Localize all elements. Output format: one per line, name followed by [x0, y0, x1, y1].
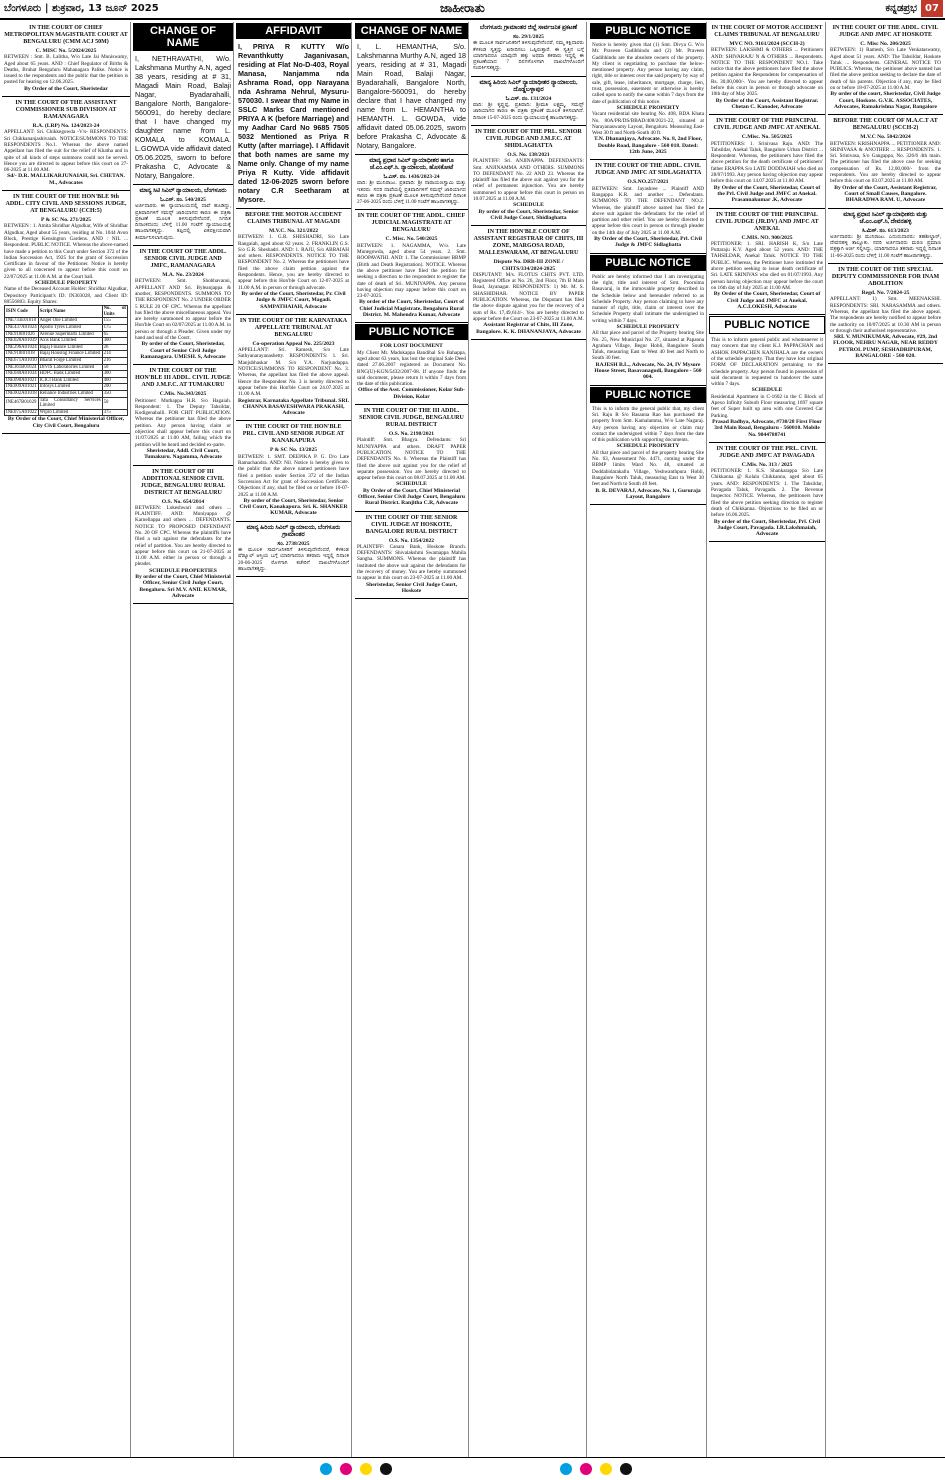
table-cell: INE467B01029: [5, 397, 39, 409]
notice-body: Public are hereby informed that I am investigating the right, title and interest of Smt. Poornima Basavaraj, in the immovable property described in the Schedule below and hereunder referred to as Schedule Property. Any person claiming to have any manner of right, title, claim or interest over the Schedule Property shall intimate the undersigned in writing within 7 days.: [592, 273, 704, 324]
case-number: P & SC No. 13/2025: [269, 447, 318, 454]
public-notice: [590, 40, 706, 160]
court-notice: [133, 365, 233, 465]
notice-title: IN THE COURT OF THE ADDL. SENIOR CIVIL JUDGE AND JMFC, RAMANAGARA: [139, 249, 227, 270]
table-cell: INE040A01034: [6, 371, 37, 377]
notice-body: ಈ ಮೂಲಕ ಸಾರ್ವಜನಿಕರಿಗೆ ತಿಳಿಸುವುದೇನೆಂದರೆ, ನಮ್ಮ ಕಕ್ಷಿದಾರರು ಕೆಳಕಂಡ ಸ್ವತ್ತನ್ನು ಖರೀದಿಸಲು ಒಪ್ಪಿರುತ್ತಾರೆ. ಈ ಸ್ವತ್ತಿನ ಬಗ್ಗೆ ಯಾರಿಗಾದರೂ ಯಾವುದೇ ಹಕ್ಕು ಅಥವಾ ತಕರಾರು ಇದ್ದಲ್ಲಿ ಈ ಪ್ರಕಟಣೆಯಾದ 7 ದಿನಗಳೊಳಗಾಗಿ ದಾಖಲೆಗಳೊಂದಿಗೆ ಸಂಪರ್ಕಿಸತಕ್ಕದ್ದು.: [473, 40, 584, 72]
table-cell: Angel One Limited: [38, 318, 102, 325]
table-cell: 200: [102, 384, 127, 391]
table-cell: 214: [102, 351, 127, 358]
notice-body: ವಾದಿ: ಶ್ರೀ ಮುನಿರಾಜು. ಪ್ರತಿವಾದಿ: ಶ್ರೀ ನಾರಾಯಣಸ್ವಾಮಿ ಮತ್ತು ಇತರರು. ಸದರಿ ದಾವೆಯಲ್ಲಿ ಪ್ರತಿವಾದಿಗಳಿಗೆ ಸಮನ್ಸ್ ಜಾರಿಯಾಗದ ಕಾರಣ ಈ ಪತ್ರಿಕಾ ಪ್ರಕಟಣೆ ಮೂಲಕ ತಿಳಿಸುವುದೇನೆಂದರೆ ದಿನಾಂಕ 27-06-2025 ರಂದು ಬೆಳಿಗ್ಗೆ 11.00 ಗಂಟೆಗೆ ಹಾಜರಾಗತಕ್ಕದ್ದು.: [357, 180, 466, 206]
column-2: [133, 22, 234, 1457]
notice-signature: By Order of the Court, Sheristedar, Prl. Civil Judge & JMFC Sidlaghatta: [594, 236, 702, 249]
table-row: [5, 351, 128, 358]
registration-mark-icon: [320, 1463, 332, 1475]
public-notice: [590, 404, 706, 505]
court-notice: [355, 512, 468, 600]
notice-signature: By order of the Court, Sheristedar, Senior Civil Judge Court, Shidlaghatta: [478, 208, 579, 221]
column-1: [2, 22, 131, 1457]
table-cell: ICICI Bank Limited: [38, 377, 102, 384]
notice-title: IN THE COURT OF THE ADDL. CIVIL JUDGE AND JMFC AT HOSKOTE: [832, 25, 939, 38]
public-notice-banner: PUBLIC NOTICE: [355, 324, 468, 340]
table-header-cell: No. of Units: [103, 306, 126, 317]
notice-title: IN THE COURT OF THE ASSISTANT COMMISSIONER SUB DIVISION AT RAMANAGARA: [15, 100, 117, 121]
notice-title: ಮಾನ್ಯ ಪ್ರಧಾನ ಸಿವಿಲ್ ನ್ಯಾಯಾಧೀಶರು ಮತ್ತು ಜೆ.ಎಂ.ಎಫ್.ಸಿ, ದೇವನಹಳ್ಳಿ: [843, 211, 928, 225]
notice-signature: By order of the Court, Sheristedar, Court of Senior Civil Judge Ramanagara. UMESH. S, Advocate: [140, 341, 226, 360]
case-number: P & SC No. 271/2025: [41, 217, 91, 224]
case-number: O.S. No. 138/2021: [507, 151, 550, 158]
notice-title: IN THE COURT OF MOTOR ACCIDENT CLAIMS TRIBUNAL AT BENGALURU: [711, 25, 823, 38]
table-cell: INE671A01010: [6, 357, 37, 363]
table-cell: Bharat Forge Limited: [38, 357, 102, 364]
table-cell: 216: [102, 357, 127, 364]
court-notice: [828, 22, 943, 115]
notice-signature: Sheristedar, Senior Civil Judge Court, Hoskote: [365, 581, 458, 594]
equity-shares-table: [4, 305, 128, 416]
notice-title: ಬೆಂಗಳೂರು ಗ್ರಾಮಾಂತರ ಜಿಲ್ಲೆ ಸಾರ್ವಜನಿಕ ಪ್ರಕಟಣೆ: [479, 25, 578, 31]
table-cell: HDFC Bank Limited: [38, 371, 102, 378]
registration-mark-icon: [580, 1463, 592, 1475]
notice-body: ವಾದಿ: ಶ್ರೀ ಕೃಷ್ಣಪ್ಪ. ಪ್ರತಿವಾದಿ: ಶ್ರೀಮತಿ ಲಕ್ಷ್ಮಮ್ಮ. ಸಮನ್ಸ್ ಜಾರಿಯಾಗದ ಕಾರಣ ಈ ಪತ್ರಿಕಾ ಪ್ರಕಟಣೆ ಮೂಲಕ ತಿಳಿಸಲಾಗಿದೆ. ದಿನಾಂಕ 15-07-2025 ರಂದು ನ್ಯಾಯಾಲಯಕ್ಕೆ ಹಾಜರಾಗತಕ್ಕದ್ದು.: [473, 102, 584, 121]
schedule-heading: SCHEDULE PROPERTY: [616, 323, 680, 330]
schedule-heading: SCHEDULE PROPERTY: [616, 443, 680, 450]
case-number: R.A. (LRP) No. 124/2023-24: [32, 123, 100, 130]
schedule-heading: SCHEDULE PROPERTIES: [149, 567, 217, 574]
notice-title: IN THE COURT OF III ADDITIONAL SENIOR CIVIL JUDGE, BENGALURU RURAL DISTRICT AT BENGALURU: [140, 468, 226, 496]
change-of-name-banner: CHANGE OF NAME: [355, 23, 468, 39]
court-notice: [709, 22, 825, 115]
notice-signature: Office of the Asst. Commissioner, Kolar Sub-Division, Kolar: [358, 387, 465, 400]
table-cell: Bajaj Housing Finance Limited: [38, 351, 102, 358]
case-number: ಓ.ಎಸ್. ನಂ. 131/2024: [505, 95, 552, 102]
notice-body: My Client Mr. Madukappa Bandihal S/o Bahappa, aged about 63 years, has lost the original Sale Deed dated 27.06.2007 registered as Document No. BNG(U)-KGN/5432/2007-08. If anyone finds the said document, please return it within 7 days from the date of this publication.: [357, 349, 466, 388]
notice-title: ಮಾನ್ಯ ಹಿರಿಯ ಸಿವಿಲ್ ನ್ಯಾಯಾಲಯ, ಬೆಂಗಳೂರು ಗ್ರಾಮಾಂತರ: [246, 524, 341, 538]
registration-mark-icon: [620, 1463, 632, 1475]
case-number: Regd. No. 7/2024-25: [861, 290, 910, 297]
table-cell: 460: [102, 377, 127, 384]
notice-body: This is to inform the general public that, my client Sri. Raju R S/o Basanna Rao has purchased the property from Smt. Kamalamma, W/o Late Nagaraj. Any person having any objection or claim may contact the undersigned within 7 days from the date of this publication with supporting documents.: [592, 405, 704, 444]
case-number: ಸಂ. 2738/2025: [277, 540, 310, 547]
notice-body: APPELLANT: Sri. Ramesh, S/o Late Sathyanarayanashetty. RESPONDENTS: 1. Sri. Manjubhaskar M. S/o Y.A. Narjundappa. NOTICE/SUMMONS TO RESPONDENT No. 3. Whereas, the appellant has filed the above appeal. Hence the Respondent No. 3 is hereby directed to appear before this Hon'ble Court on 24.07.2025 at 11.00 A.M.: [238, 347, 349, 398]
notice-signature: B. R. DEVARAJ, Advocate, No. 1, Gururaja Layout, Bangalore: [595, 487, 701, 500]
notice-signature: SRI. V. MUNIKUMAR, Advocate, #29, 2nd FLOOR, NEHRU NAGAR, NEAR REDDY PETROL PUMP, SESHADRIPURAM, BANGALORE - 560 020.: [833, 334, 938, 359]
schedule-heading: SCHEDULE PROPERTY: [34, 280, 98, 287]
table-row: [5, 371, 128, 378]
table-row: [5, 318, 128, 325]
table-cell: Wipro Limited: [38, 409, 102, 416]
table-header-cell: Script Name: [38, 306, 102, 318]
court-notice: [355, 155, 468, 210]
case-number: ಸಿ.ಮಿಸ್. ನಂ. 613/2023: [862, 227, 909, 234]
notice-signature: By order of the Court, Sheristedar, Prl. Civil Judge Court, Pavagada. I.R.Lakshmaiah, Advocate: [713, 518, 821, 538]
notice-signature: By order of the Court, Sheristedar, Pr. Civil Judge & JMFC Court, Magadi. SAMPATHAIAH, Advocate: [241, 290, 346, 310]
table-cell: 375: [102, 409, 127, 416]
case-number: C.Mis. No. 313 / 2025: [741, 461, 793, 468]
court-notice: [236, 315, 351, 422]
table-cell: Avenue Supermarts Limited: [38, 331, 102, 338]
notice-signature: By order of the court, Sheristedar, Civil Judge Court, Hoskote. G.V.K. ASSOCIATES, Advocates, Ramakrishna Nagar, Bangalore: [830, 91, 941, 110]
case-number: Co-operation Appeal No. 225/2023: [252, 340, 335, 347]
notice-title: IN THE COURT OF THE PRL. CIVIL JUDGE AND JMFC AT PAVAGADA: [716, 445, 818, 459]
change-of-name-banner: CHANGE OF NAME: [133, 23, 233, 51]
notice-signature: By Order of the Court, Assistant Registrar. Chetan C. Kanoder, Advocate: [715, 97, 819, 110]
case-number: MVC NO. 9161/2024 (SCCH-2): [729, 41, 805, 47]
notice-body: APPELLANT: Sri. Chikkegowda -V/s- RESPONDENTS: Sri Chikkananjashivaiah. NOTICE/SUMMONS TO THE RESPONDENTS No.1. Whereas the above named Appellant has filed the suit for the relief of Khatha and in spite of all kinds of steps summons could not be served. Hence you are directed to appear before this court on 27-06-2025 at 11.00 AM.: [4, 129, 128, 174]
table-row: [5, 377, 128, 384]
schedule-heading: SCHEDULE PROPERTY: [616, 104, 680, 111]
public-notice: [355, 341, 468, 405]
public-notice-banner: PUBLIC NOTICE: [590, 23, 706, 39]
notice-title: ಮಾನ್ಯ ಸಿಟಿ ಸಿವಿಲ್ ನ್ಯಾಯಾಲಯ, ಬೆಂಗಳೂರು: [139, 188, 227, 194]
schedule-heading: SCHEDULE: [396, 481, 427, 488]
schedule-property: All that piece and parcel of the property bearing Site No. 63, Assessment No. 4471, coming under the BBMP limits Ward No. 48, situated at Doddabidarakallu Village, Yeshwanthpura Hobli, Bangalore North Taluk, measuring East to West 30 feet and North to South 40 feet.: [592, 449, 704, 488]
notice-body: BETWEEN: LAKSHMI & OTHERS ... Petitioners AND: SHIVARAJU N & OTHERS ... Respondents. NOTICE TO THE RESPONDENT NO.1. Take notice that the above petitioners have filed the above petition against the Respondents for compensation of Rs. 30,00,000/-. You are hereby directed to appear before this court in person or through advocate on 10th day of May 2025.: [711, 47, 823, 98]
public-notice: [590, 272, 706, 386]
notice-body: PETITIONERS: 1. Srinivasa Raju. AND: The Tahsildar, Anekal Taluk, Bangalore Urban District ... Respondent. Whereas, the petitioners have filed the above petition for the death certificate of petitioners' father ERAPPA S/o LATE DODDAIAH who died on 28/07/1993. Any person having objection may appear before this court on 14.07.2025 at 11.00 AM.: [711, 140, 823, 185]
notice-body: DISPUTANT: M/s. FLOTUS CHITS PVT. LTD. Registered Office at No. 26, 2nd Floor, 7th B Main Road, Jayanagar. RESPONDENTS: 1) Mr. M. S. SHASHIDHAR. NOTICE BY PAPER PUBLICATION. Whereas, the Disputant has filed the above dispute against you for the recovery of a sum of Rs. 17,49,614/-. You are hereby directed to appear before the Court on 23-07-2025 at 11.00 A.M.: [473, 271, 584, 322]
table-cell: Apollo Tyres Limited: [38, 324, 102, 331]
table-cell: INE075A01022: [6, 409, 37, 415]
notice-signature: By Order of the Court, Assistant Registrar, Court of Small Causes, Bangalore. BHARADWA RAM. U, Advocate: [834, 184, 937, 204]
notice-title: IN THE COURT OF THE KARNATAKA APPELLATE TRIBUNAL AT BENGALURU: [239, 317, 348, 338]
case-number: ಓ.ಎಸ್. ನಂ. 540/2025: [160, 197, 206, 203]
notice-body: BETWEEN: 1) Ramesh, S/o Late Venkataswamy, Aged about 51 years. AND: The Tahsildar, Hoskote Taluk ... Respondents. GENERAL NOTICE TO PUBLICS. Whereas, the petitioner above named has filed the above petition seeking to declare the date of death of his parents. Objection if any, may be filed on or before 18-07-2025 at 11.00 A.M.: [830, 47, 941, 92]
notice-signature: By order of the Court, Sheristedar, Senior Civil Court, Kanakapura. Sri. K. SHANKER KUMAR, Advocate: [239, 497, 348, 517]
table-cell: 300: [102, 338, 127, 345]
court-notice: [709, 209, 825, 316]
notice-body: BETWEEN: Lokeshwari and others ... PLAINTIFF. AND: Muniyappa @ Karnellappa and others ... DEFENDANTS. NOTICE TO PROPOSED DEFENDANT No. 20 OF CPC. Whereas the plaintiffs have filed a suit against the defendants for the relief of partition. You are hereby directed to appear before this court on 21-07-2025 at 11.00 A.M. either in person or through a pleader.: [135, 504, 231, 568]
table-row: [5, 364, 128, 371]
table-row: [5, 397, 128, 409]
notice-body: PETITIONER: 1. K.S. Shankarappa S/o Late Chikkanna @ Kolala Chikkanna, aged about 65 years. AND: RESPONDENTS: 1. The Tahsildar, Pavagada Taluk, Pavagada. 2. The Revenue Inspector. NOTICE. Whereas, the petitioners have filed the above petition seeking direction to register death of Chikkanna. Objections to be filed on or before 16.06.2025.: [711, 468, 823, 519]
notice-signature: By Order of the Court, Sheristedar, Court of the Prl. Civil Judge and JMFC at Anekal. Prasannakumar .K, Advocate: [713, 184, 821, 204]
court-notice: [709, 115, 825, 208]
table-cell: INE090A01021: [6, 377, 37, 383]
notice-body: PLAINTIFF: Sri. ANJINAPPA. DEFENDANTS: Smt. ANJINAMMA AND OTHERS. SUMMONS TO DEFENDANT No. 22 AND 23. Whereas the plaintiff has filed the above suit against you for the relief of permanent injunction. You are hereby summoned to appear before this court in person on 10.07.2025 at 11.00 A.M.: [473, 158, 584, 203]
case-number: O.S. No. 2198/2021: [388, 431, 435, 438]
page-footer: [0, 1457, 945, 1480]
court-notice: [2, 22, 130, 97]
public-notice-banner: PUBLIC NOTICE: [590, 255, 706, 271]
notice-signature: Registrar, Karnataka Appellate Tribunal. SRI. CHANNA BASAVESHWARA PRAKASH, Advocate: [238, 397, 350, 417]
case-number: ಓ.ಎಸ್. ನಂ. 1436/2023-24: [383, 174, 440, 180]
notice-body: Petitioner: Muthappa H.R. S/o Hagaiah. Respondent: 1. The Deputy Tahsildar, Kodigenahalli. FOR CHIT PUBLICATION. Whereas the petitioner has filed the above petition. Any person having claim or objection shall appear before this court on 11/07/2025 at 11.00 AM, failing which the petition will be heard and decided ex-parte.: [135, 397, 231, 448]
paper-name: ಕನ್ನಡಪ್ರಭ: [885, 3, 917, 14]
table-cell: 50: [102, 397, 127, 409]
table-cell: Tata Consultancy Services Limited: [39, 397, 101, 409]
schedule-property: All that piece and parcel of the Property bearing Site No. 25, New Municipal No. 27, situated at Papanna Agrahara Village, Begur Hobli, Bangalore South Taluk, measuring East to West 40 feet and North to South 30 feet.: [592, 330, 704, 362]
notice-body: PETITIONER: 1. SRI. HARISH K, S/o Late Puttaraju K.V. Aged about 52 years. AND: THE TAHSILDAR, Anekal Taluk. NOTICE TO THE PUBLIC. Whereas, the Petitioner have instituted the above petition seeking to issue death certificate of Sri. LATE SRINIVAS who died on 01/07/1993. Any person having objection may appear before the court on 16th day of July 2025 at 11.00 AM.: [711, 240, 823, 291]
notice-body: ಅರ್ಜಿದಾರರು ಈ ನ್ಯಾಯಾಲಯದಲ್ಲಿ ದಾವೆ ಹೂಡಿದ್ದು, ಪ್ರತಿವಾದಿಗಳಿಗೆ ಸಮನ್ಸ್ ಜಾರಿಯಾಗದ ಕಾರಣ ಈ ಪತ್ರಿಕಾ ಪ್ರಕಟಣೆ ಮೂಲಕ ತಿಳಿಸುವುದೇನೆಂದರೆ, ನಿಗದಿತ ದಿನಾಂಕದಂದು ಬೆಳಿಗ್ಗೆ 11.00 ಗಂಟೆಗೆ ನ್ಯಾಯಾಲಯಕ್ಕೆ ಹಾಜರಾಗತಕ್ಕದ್ದು. ತಪ್ಪಿದಲ್ಲಿ ಏಕಪಕ್ಷೀಯವಾಗಿ ತೀರ್ಮಾನಿಸಲಾಗುವುದು.: [135, 203, 231, 241]
notice-body: ಅರ್ಜಿದಾರರು: ಶ್ರೀ ಮುನಿರಾಜು. ಎದುರುದಾರರು: ತಹಶೀಲ್ದಾರ್, ದೇವನಹಳ್ಳಿ ತಾಲ್ಲೂಕು. ಸದರಿ ಅರ್ಜಿದಾರರು ಮರಣ ಪ್ರಮಾಣ ಪತ್ರಕ್ಕಾಗಿ ಅರ್ಜಿ ಸಲ್ಲಿಸಿದ್ದು, ಯಾರಿಗಾದರೂ ತಕರಾರು ಇದ್ದಲ್ಲಿ ದಿನಾಂಕ 11-06-2025 ರಂದು ಬೆಳಿಗ್ಗೆ 11.00 ಗಂಟೆಗೆ ಹಾಜರಾಗತಕ್ಕದ್ದು.: [830, 233, 941, 259]
court-notice: [471, 77, 586, 126]
table-row: [5, 338, 128, 345]
column-5: [471, 22, 587, 1457]
notice-signature: By Order of the Court, Sheristedar, Court of Civil Judge and JMFC at Anekal. A.C.LOKESH, Advocate: [713, 291, 821, 310]
affidavit-notice: I, PRIYA R KUTTY W/o Revanthkutty Jaganivasan, residing at Flat No-D-403, Royal Manasa, Nanjamma nda Ashrama Road, opp Narayana nda Ashrama Nehrul, Mysuru-570030. I swear that my Name in SSLC Marks Card mentioned PRIYA A K (before Marriage) and my Aadhar Card No 9685 7505 5032 Mentioned as Priya R Kutty (after marriage). I Affidavit that both names are same my Name only. Change of my name Priya R Kutty. Vide affidavit dated 12-06-2025 sworn before notary C.R Seetharam at Mysore.: [236, 40, 351, 209]
notice-title: IN THE COURT OF THE SENIOR CIVIL JUDGE AT HOSKOTE, BANGALORE RURAL DISTRICT: [365, 514, 458, 535]
table-cell: Reliance Industries Limited: [38, 390, 102, 397]
notice-title: ಮಾನ್ಯ ಪ್ರಧಾನ ಸಿವಿಲ್ ನ್ಯಾಯಾಧೀಶರ ಹಾಗೂ ಜೆ.ಎಂ.ಎಫ್.ಸಿ. ನ್ಯಾಯಾಲಯ, ಹೊಸಕೋಟೆ: [369, 158, 454, 171]
table-cell: INE002A01018: [6, 390, 37, 396]
notice-title: IN THE COURT OF THE PRINCIPAL CIVIL JUDGE (JR.DV) AND JMFC AT ANEKAL: [715, 211, 819, 232]
table-cell: INE361B01024: [6, 364, 37, 370]
court-notice: [828, 209, 943, 264]
notice-title: BEFORE THE COURT OF M.A.C.T AT BENGALURU (SCCH-2): [833, 118, 938, 132]
case-number: C.Misc. No. 505/2025: [741, 134, 793, 141]
notice-body: BETWEEN: 1. NAGAMMA, W/o. Late Munegowda, aged about 54 years. 2. Smt. ROOPAVATHI. AND: 1. The Commissioner BBMP (Birth and Death Registration). NOTICE. Whereas the above petitioner have filed the petition for seeking a direction to the respondent to register the date of death of Sri. MUNIYAPPA. Any persons having objection may appear before this court on 23-07-2025.: [357, 242, 466, 300]
case-number: C.MIS. NO. 900/2025: [741, 234, 793, 241]
notice-signature: By order of the Court, Chief Ministerial Officer, Senior Civil Judge Court, Bengaluru. Sri M.V. ANIL KUMAR, Advocate: [135, 574, 231, 599]
table-row: [5, 384, 128, 391]
table-cell: INE028A01039: [6, 338, 37, 344]
court-notice: [133, 466, 233, 605]
case-number: O.S. No. 654/2014: [161, 498, 205, 505]
table-cell: 65: [102, 331, 127, 338]
table-cell: Axis Bank Limited: [38, 338, 102, 345]
court-notice: [236, 522, 351, 577]
court-notice: [355, 210, 468, 323]
notice-title: IN THE COURT OF THE SPECIAL DEPUTY COMMISSIONER FOR INAM ABOLITION: [831, 267, 940, 288]
table-cell: 300: [102, 371, 127, 378]
notice-signature: Sheristedar, Addl. Civil Court, Tumakuru. Nagamma, Advocate: [144, 447, 222, 461]
court-notice: [236, 209, 351, 315]
notice-body: PLAINTIFF: Canara Bank, Hoskote Branch. DEFENDANTS: Shivalakshmi Swamappa Mahila Sangha. SUMMONS. Whereas the plaintiff has instituted the above suit against the defendants for the recovery of money. You are hereby summoned to appear in this court on 23-07-2025 at 11.00 AM.: [357, 543, 466, 582]
schedule-heading: SCHEDULE: [513, 202, 544, 209]
court-notice: [133, 185, 233, 246]
court-notice: [828, 115, 943, 208]
notice-signature: Prasad Badhya, Advocate, #730/28 First Floor 3rd Main Road, Bengaluru - 560010. Mobile No. 9844788741: [712, 418, 822, 438]
court-notice: [471, 126, 586, 226]
table-header-cell: ISIN Code: [5, 306, 39, 318]
notice-title: IN THE COURT OF THE PRL. SENIOR CIVIL JUDGE AND J.M.F.C. AT SHIDLAGHATTA: [475, 128, 582, 149]
case-number: C. Misc No. 206/2025: [860, 41, 911, 47]
name-change-notice: I, L. HEMANTHA, S/o. Lakshmanna Murthy A.N, aged 18 years, residing at # 31, Magadi Main Road, Balaji Nagar, Byadarahalli, Bangalore North, Bangalore-560091, do hereby declare that I have changed my name from L. HEMANTHA to HEMANTH. L. GOWDA, vide affidavit dated 05.06.2025, sworn before Prakasha C, Advocate & Notary, Bangalore.: [355, 40, 468, 155]
court-notice: [133, 246, 233, 365]
public-notice-banner: PUBLIC NOTICE: [709, 316, 825, 334]
table-cell: INE918I01026: [5, 331, 39, 338]
notice-title: IN THE COURT OF CHIEF METROPOLITAN MAGISTRATE COURT AT BENGALURU (CMM ACJ 50M): [4, 25, 128, 45]
case-number: Dispute No. DRB-III ZONE / CHITS/334/2024-2025: [493, 259, 564, 272]
notice-signature: By Order of the Court, Chief Ministerial Officer, City Civil Court, Bengaluru: [7, 416, 125, 429]
notice-title: IN THE COURT OF THE HON'BLE III ADDL. CIVIL JUDGE AND J.M.F.C. AT TUMAKURU: [135, 368, 231, 389]
notice-signature: By Order of the Court, Chief Ministerial Officer, Senior Civil Judge Court, Bengaluru Rural District. Ranjitha C.R, Advocate: [357, 487, 466, 507]
notice-body: This is to inform general public and whomsoever it may concern that my client K.J. PAPPACHAN and ASHOK PAPPACHEN KANJHALA are the owners of the schedule property. That they have lost original FORM OF DECLARATION pertaining to the schedule property. Any person found in possession of said document is requested to handover the same within 7 days.: [711, 337, 823, 388]
column-3: [236, 22, 352, 1457]
table-cell: INE009A01021: [6, 384, 37, 390]
table-row: [5, 390, 128, 397]
case-number: M.V.C. No. 321/2022: [269, 228, 318, 234]
notice-subtitle: FOR LOST DOCUMENT: [380, 343, 443, 350]
date-line: ಬೆಂಗಳೂರು | ಶುಕ್ರವಾರ, 13 ಜೂನ್ 2025: [4, 3, 159, 14]
notice-title: IN THE COURT OF THE HON'BLE PRL. CIVIL AND SENIOR JUDGE AT KANAKAPURA: [242, 424, 345, 445]
table-cell: INE296A01024: [6, 344, 37, 350]
registration-mark-icon: [360, 1463, 372, 1475]
notice-signature: RAJESH B.L., Advocate, No. 24, IV Mysore House Street, Basavanagudi, Bangalore - 560 004.: [594, 361, 702, 381]
notice-body: APPELLANT: 1) Smt. MEENAKSHI. RESPONDENTS: SRI. NARASAMMA and others. Whereas, the appellant has filed the above appeal. The respondents are hereby notified to appear before the authority on 10/07/2025 at 10.30 AM in person or through their authorised representative.: [830, 296, 941, 334]
schedule-note: Name of the Deceased Account Holder: Shridhar Algudkar, Depository Participant's ID: IN303028, and Client ID: 80556803. Equity Shares:: [4, 286, 128, 305]
table-cell: DIVIS Laboratories Limited: [38, 364, 102, 371]
table-cell: 26: [102, 344, 127, 351]
table-cell: Bajaj Finance Limited: [38, 344, 102, 351]
court-notice: [471, 226, 586, 340]
notice-title: IN THE HON'BLE COURT OF ASSISTANT REGISTRAR OF CHITS, III ZONE, MARGOSA ROAD, MALLESWARAM, AT BENGALURU: [473, 229, 584, 257]
court-notice: [828, 264, 943, 364]
notice-signature: Sd/- D.R. MALLIKARJUNAIAH, Sri. CHETAN. M., Advocates: [7, 173, 125, 186]
notice-title: IN THE COURT OF THE HON'BLE 9th ADDL. CITY CIVIL AND SESSIONS JUDGE, AT BENGALURU (CCH:5): [5, 194, 127, 215]
case-number: ಸಂ. 29/1/2025: [513, 34, 544, 40]
column-6: [590, 22, 707, 1457]
court-notice: [355, 405, 468, 512]
notice-body: BETWEEN : Smt. B. Lalitha, W/o Late Jai Muniswamy, Aged about 65 years. AND : Chief Regulator of Births & Deaths, Bruhat Bengaluru Mahanagara Palike. Notice is issued to the respondents and the public that the petition is posted for hearing on 12.06.2025.: [4, 54, 128, 86]
court-notice: [471, 22, 586, 77]
table-row: [5, 344, 128, 351]
notice-signature: By order of the Court, Sheristedar, Court of Chief Judicial Magistrate, Bengaluru Rural District. M. Mahendra Kumar, Advocate: [359, 299, 464, 319]
case-number: M.V.C No. 5042/2024: [860, 134, 911, 141]
notice-body: BETWEEN : 1. Amita Shridhar Algudkar, Wife of Shridhar Algudkar, Aged about 55 years, residing at No. 1044 Avon Block, Prestige Kensington Gardens. AND : NIL ... Respondent. PUBLIC NOTICE. Whereas the above-named have made a petition to this Court under Section 372 of the Indian Succession Act, 1925 for the grant of Succession Certificate in favour of the Petitioner. Notice is hereby given to all concerned to appear before this court on 22/07/2025 at 11.00 A.M. at the Court hall.: [4, 223, 128, 280]
notice-signature: T.N. Dhananjaya, Advocate. No. 8, 2nd Floor, Double Road, Bangalore - 560 018. Dated: 12th June, 2025: [593, 136, 702, 156]
case-number: C. Misc. No. 540/2025: [385, 236, 438, 243]
notice-body: BETWEEN: 1. SMT. DEEPIKA P. G. D/o Late Ramachandra. AND: Nil. Notice is hereby given to the public that the above named petitioners have filed a petition under Section 372 of the Indian Succession Act for grant of Succession Certificate. Objections if any, shall be filed on or before 10-07-2025 at 11.00 A.M.: [238, 453, 349, 498]
notice-title: IN THE COURT OF THE III ADDL. SENIOR CIVIL JUDGE, BENGALURU RURAL DISTRICT: [359, 408, 464, 429]
case-number: O.S. No. 1354/2022: [388, 537, 435, 544]
case-number: C.Mis. No.343/2025: [159, 391, 207, 398]
notice-body: BETWEEN: Smt. Jayashree ... Plaintiff AND Rangappa K.R. and another ... Defendants. SUMMONS TO THE DEFENDANT NO.2. Whereas, the plaintiff above named has filed the above suit against the defendants for the relief of partition and other relief. You are hereby directed to appear before this court in person or through pleader on the 14th day of July 2025 at 11.00 A.M.: [592, 185, 704, 236]
case-number: O.S.NO.257/2021: [627, 179, 669, 186]
registration-mark-icon: [560, 1463, 572, 1475]
table-cell: 155: [102, 318, 127, 325]
notice-body: Notice is hereby given that (1) Smt. Divya G. W/o Mr. Praveen Gadibhindu and (2) Mr. Praveen Gadibhindu are the absolute owners of the property. My client is negotiating to purchase the below-mentioned property. Any person having any claim, right, title or interest over the said property by way of sale, gift, lease, inheritance, mortgage, charge, lien, trust, possession, easement or otherwise is hereby called upon to notify the same within 7 days from the date of publication of this notice.: [592, 42, 704, 105]
registration-mark-icon: [380, 1463, 392, 1475]
notice-title: IN THE COURT OF THE PRINCIPAL CIVIL JUDGE AND JMFC AT ANEKAL: [713, 118, 821, 132]
notice-body: ಈ ಮೂಲಕ ಸಾರ್ವಜನಿಕರಿಗೆ ತಿಳಿಸುವುದೇನೆಂದರೆ, ಕೆಳಕಂಡ ಷೆಡ್ಯೂಲ್ ಆಸ್ತಿಯ ಬಗ್ಗೆ ಯಾರಿಗಾದರೂ ತಕರಾರು ಇದ್ದಲ್ಲಿ ದಿನಾಂಕ 20-06-2025 ರೊಳಗಾಗಿ ಕಚೇರಿಗೆ ದಾಖಲೆಗಳೊಂದಿಗೆ ಹಾಜರಾಗತಕ್ಕದ್ದು.: [238, 546, 349, 572]
table-cell: 50: [102, 364, 127, 371]
notice-body: BETWEEN: 1. G.R. SHESHADRI, S/o Late Rangaiah, aged about 62 years. 2. FRANKLIN G.S. S/o G.R. Sheshadri. AND: 1. RAJU, S/o ABBAIAH and others. RESPONDENTS. NOTICE TO THE RESPONDENT No. 2. Whereas the petitioners have filed the above claim petition against the Respondents. Hence, you are hereby directed to appear before this Hon'ble Court on 12-07-2025 at 11.00 A.M. in person or through advocate.: [238, 234, 349, 291]
notice-title: IN THE COURT OF THE ADDL. CIVIL JUDGE AND JMFC AT SIDLAGHATTA: [594, 163, 702, 177]
schedule-property: Vacant residential site bearing No. 408, BDA Khata No. 80A/PR/DS/BBAD/408/2021-22, situated at Narayanaswamy Layout, Bengaluru. Measuring East-West 30 ft and North-South 40 ft.: [592, 111, 704, 137]
notice-body: BETWEEN: Smt. Shobhavanni, APPELLANT AND Sri. Byleanjappa & another, RESPONDENTS. SUMMONS TO THE RESPONDENT No. 2 UNDER ORDER 5 RULE 20 OF CPC. Whereas the appellant has filed the above miscellaneous appeal. You are hereby summoned to appear before the Hon'ble Court on 02/07/2025 at 11.00 A.M. in person or through a Pleader. Given under my hand and seal of the Court.: [135, 278, 231, 342]
table-row: [5, 324, 128, 331]
column-8: [828, 22, 943, 1457]
name-change-notice: I, NETHRAVATHI, W/o. Lakshmana Murthy A.N, aged 38 years, residing at # 31, Magadi Main Road, Balaji Nagar, Byadarahalli, Bangalore North, Bangalore-560091, do hereby declare that I have changed my daughter name from L. KOMALA to KOMALA. L.GOWDA vide affidavit dated 05.06.2025, sworn to before Prakasha C, Advocate & Notary, Bangalore.: [133, 52, 233, 185]
court-notice: [590, 160, 706, 253]
notice-body: BETWEEN: KRISHNAPPA ... PETITIONER AND: SRINIVASA & ANOTHER ... RESPONDENTS. 1. Sri. Srinivasa, S/o Gangappa, No. 326/6 4th main. The petitioner has filed the above case for seeking compensation of Rs. 12,00,000/- from the respondents. You are hereby directed to appear before this court on 03.07.2025 at 11.00 AM.: [830, 140, 941, 185]
page-number: 07: [921, 0, 943, 17]
column-4: [355, 22, 469, 1457]
notice-title: ಮಾನ್ಯ ಹಿರಿಯ ಸಿವಿಲ್ ನ್ಯಾಯಾಧೀಶರ ನ್ಯಾಯಾಲಯ, ದೊಡ್ಡಬಳ್ಳಾಪುರ: [479, 79, 578, 93]
page-header: [0, 0, 945, 20]
table-cell: INE733E01010: [5, 318, 39, 325]
schedule-property: Residential Apartment in C-1602 in the C Block of Apexo Infinity Suburb Floor measuring 1697 square feet of Super built up area with one Covered Car Parking.: [711, 393, 823, 419]
table-cell: 350: [102, 390, 127, 397]
notice-title: BEFORE THE MOTOR ACCIDENT CLAIMS TRIBUNAL AT MAGADI: [245, 212, 342, 225]
column-7: [709, 22, 826, 1457]
registration-mark-icon: [600, 1463, 612, 1475]
notice-body: Plaintiff: Smt. Bhagya. Defendants: Sri MUNIYAPPA and others. DRAFT PAPER PUBLICATION. NOTICE TO THE DEFENDANTS No. 6. Whereas the Plaintiff has filed the above suit against you for the relief of separate possession. You are hereby directed to appear before this court on 08.07.2025 at 11.00 AM.: [357, 437, 466, 482]
case-number: C. MISC No. 5/2024/2025: [35, 48, 97, 54]
court-notice: [2, 191, 130, 434]
table-row: [5, 409, 128, 416]
masthead: ಜಾಹೀರಾತು: [440, 1, 485, 15]
case-number: M.A. No. 23/2024: [162, 272, 204, 279]
affidavit-banner: AFFIDAVIT: [236, 23, 351, 39]
public-notice-banner: PUBLIC NOTICE: [590, 387, 706, 403]
registration-mark-icon: [340, 1463, 352, 1475]
table-cell: INE918I01018: [5, 351, 39, 358]
table-cell: INE437A01024: [6, 324, 37, 330]
table-cell: 175: [102, 324, 127, 331]
notice-title: IN THE COURT OF THE ADDL. CHIEF JUDICIAL MAGISTRATE AT BENGALURU: [357, 213, 466, 234]
schedule-heading: SCHEDULE: [751, 387, 783, 394]
table-row: [5, 357, 128, 364]
table-row: [5, 331, 128, 338]
notice-signature: Assistant Registrar of Chits, III Zone, Bangalore. K. K. DHANANJAYA, Advocate: [476, 322, 581, 335]
table-cell: Infosys Limited: [38, 384, 102, 391]
court-notice: [236, 421, 351, 521]
court-notice: [709, 443, 825, 543]
notice-signature: By Order of the Court, Sheristedar: [24, 85, 108, 92]
public-notice: [709, 335, 825, 443]
court-notice: [2, 97, 130, 191]
